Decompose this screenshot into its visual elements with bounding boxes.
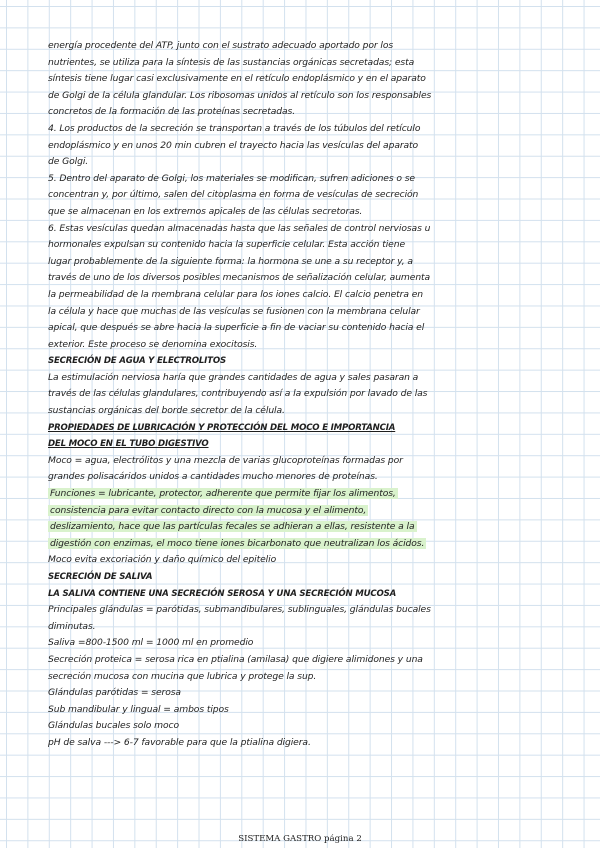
text-line: 5. Dentro del aparato de Golgi, los materiales se modifican, sufren adiciones o se — [48, 172, 415, 184]
section-heading: DEL MOCO EN EL TUBO DIGESTIVO — [48, 439, 209, 450]
text-line: la célula y hace que muchas de las vesículas se fusionen con la membrana celular — [48, 305, 420, 317]
text-line: síntesis tiene lugar casi exclusivamente en el retículo endoplásmico y en el aparato — [48, 73, 426, 85]
text-line: Principales glándulas = parótidas, submandibulares, sublinguales, glándulas bucales — [48, 604, 431, 616]
text-line: 6. Estas vesículas quedan almacenadas hasta que las señales de control nerviosas u — [48, 222, 431, 234]
text-line: de Golgi de la célula glandular. Los ribosomas unidos al retículo son los responsables — [48, 89, 432, 101]
text-line: hormonales expulsan su contenido hacia la superficie celular. Esta acción tiene — [48, 239, 406, 251]
page-footer: SISTEMA GASTRO página 2 — [238, 834, 362, 844]
text-line: exterior. Este proceso se denomina exocitosis. — [48, 338, 258, 350]
text-line: Glándulas bucales solo moco — [48, 720, 179, 732]
text-line: Sub mandibular y lingual = ambos tipos — [48, 703, 229, 715]
text-line: que se almacenan en los extremos apicales de las células secretoras. — [48, 205, 363, 217]
text-line: sustancias orgánicas del borde secretor de la célula. — [48, 405, 285, 417]
text-line: lugar probablemente de la siguiente forma: la hormona se une a su receptor y, a — [48, 255, 413, 267]
text-line: Secreción proteica = serosa rica en ptialina (amilasa) que digiere alimidones y una — [48, 653, 423, 665]
text-line: apical, que después se abre hacia la superficie a fin de vaciar su contenido hacia el — [48, 322, 425, 334]
text-line: concentran y, por último, salen del citoplasma en forma de vesículas de secreción — [48, 189, 419, 201]
subsection-heading: LA SALIVA CONTIENE UNA SECRECIÓN SEROSA Y UNA SECRECIÓN MUCOSA — [48, 588, 397, 599]
text-line: concretos de la formación de las proteínas secretadas. — [48, 106, 296, 118]
text-line: pH de salva ---> 6-7 favorable para que la ptialina digiera. — [48, 736, 311, 748]
highlighted-text: deslizamiento, hace que las partículas fecales se adhieran a ellas, resistente a la — [50, 521, 415, 533]
text-line: nutrientes, se utiliza para la síntesis de las sustancias orgánicas secretadas; esta — [48, 56, 415, 68]
text-line: través de las células glandulares, contribuyendo así a la expulsión por lavado de las — [48, 388, 428, 400]
text-line: diminutas. — [48, 620, 96, 632]
section-heading: SECRECIÓN DE AGUA Y ELECTROLITOS — [48, 356, 226, 367]
text-line: energía procedente del ATP, junto con el sustrato adecuado aportado por los — [48, 40, 394, 51]
section-heading: PROPIEDADES DE LUBRICACIÓN Y PROTECCIÓN DEL MOCO E IMPORTANCIA — [48, 422, 396, 433]
text-line: La estimulación nerviosa haría que grandes cantidades de agua y sales pasaran a — [48, 371, 419, 383]
text-line: Glándulas parótidas = serosa — [48, 687, 181, 699]
notes-page — [48, 38, 558, 752]
text-line: 4. Los productos de la secreción se transportan a través de los túbulos del retículo — [48, 122, 421, 134]
text-line: Saliva =800-1500 ml = 1000 ml en promedio — [48, 637, 254, 649]
highlighted-text: Funciones = lubricante, protector, adherente que permite fijar los alimentos, — [50, 488, 396, 500]
text-line: secreción mucosa con mucina que lubrica y protege la sup. — [48, 670, 317, 682]
text-line: grandes polisacáridos unidos a cantidades mucho menores de proteínas. — [48, 471, 378, 483]
highlighted-text: digestión con enzimas, el moco tiene iones bicarbonato que neutralizan los ácidos. — [50, 537, 425, 549]
text-line: través de uno de los diversos posibles mecanismos de señalización celular, aumenta — [48, 272, 431, 284]
section-heading: SECRECIÓN DE SALIVA — [48, 572, 153, 582]
highlighted-text: consistencia para evitar contacto directo con la mucosa y el alimento, — [50, 504, 367, 516]
text-line: de Golgi. — [48, 156, 89, 168]
text-line: Moco = agua, electrólitos y una mezcla de varias glucoproteínas formadas por — [48, 454, 403, 466]
text-line: endoplásmico y en unos 20 min cubren el trayecto hacia las vesículas del aparato — [48, 139, 419, 151]
text-line: Moco evita excoriación y daño químico del epitelio — [48, 554, 277, 566]
text-line: la permeabilidad de la membrana celular para los iones calcio. El calcio penetra en — [48, 288, 423, 300]
